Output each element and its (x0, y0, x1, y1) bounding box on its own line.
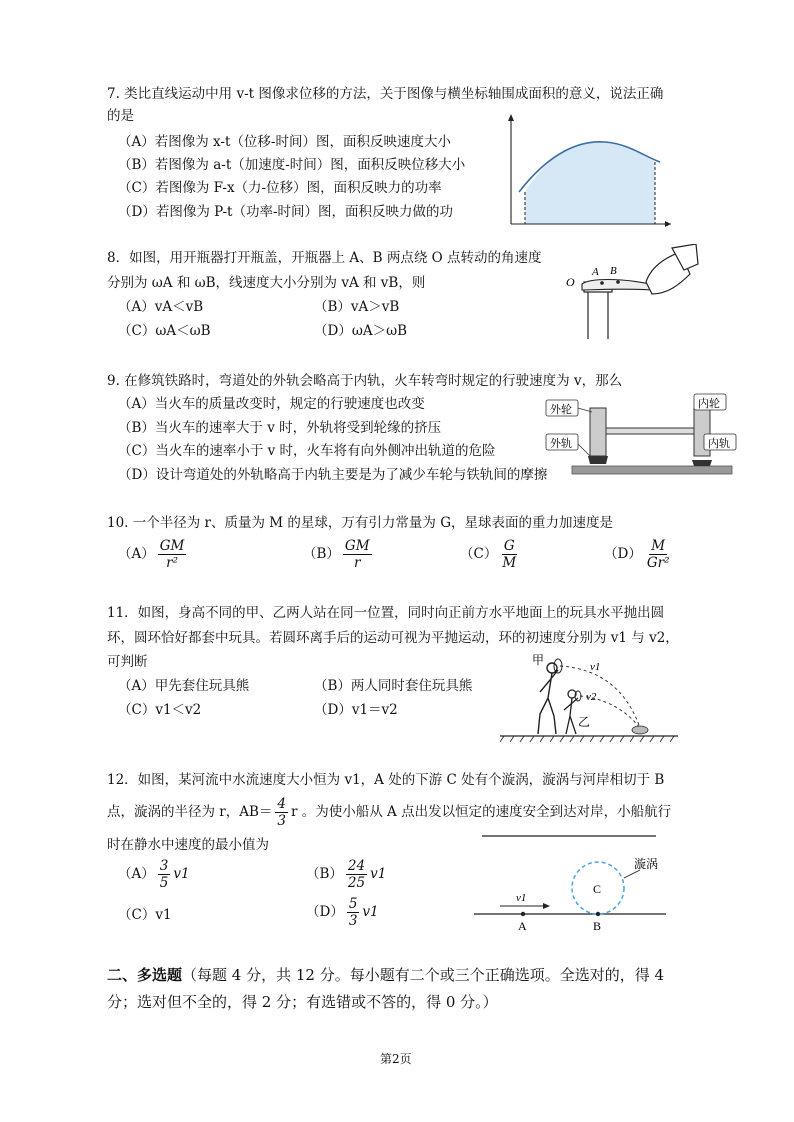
q12-option-d-num: 5 (348, 896, 358, 912)
q12-option-b-fraction (346, 858, 367, 891)
q10-option-d-num: M (651, 538, 666, 554)
q11-option-b: （B）两人同时套住玩具熊 (314, 678, 473, 694)
q12-stem-line3: 时在静水中速度的最小值为 (107, 837, 269, 853)
q10-option-d (604, 538, 674, 571)
q11-label-v1: v1 (590, 661, 601, 673)
q12-stem-fraction (275, 796, 288, 829)
q11-toy (632, 726, 648, 734)
q9-stem: 9. 在修筑铁路时，弯道处的外轨会略高于内轨，火车转弯时规定的行驶速度为 v，那么 (107, 373, 623, 389)
q9-outer-wheel-label: 外轮 (550, 403, 572, 416)
q12-option-c: （C）v1 (118, 907, 172, 923)
q8-option-c: （C）ωA＜ωB (118, 323, 211, 339)
q11-path-v1 (560, 666, 640, 728)
q8-label-b: B (610, 265, 617, 277)
q9-outer-rail-label: 外轨 (550, 437, 572, 450)
q11-option-c: （C）v1＜v2 (118, 702, 202, 718)
section2-title: 二、多选题 (107, 966, 183, 984)
q10-option-d-den: Gr² (646, 555, 670, 571)
q7-area-fill (525, 142, 655, 224)
q12-option-b (306, 858, 386, 891)
section2-line2: 分；选对但不全的，得 2 分；有选错或不答的，得 0 分。） (107, 993, 498, 1011)
q10-option-d-fraction (645, 538, 672, 571)
q12-figure (470, 826, 670, 936)
q9-inner-rail-shape (692, 460, 712, 466)
q9-inner-rail-label: 内轨 (708, 437, 730, 450)
q9-axle (606, 428, 694, 434)
q12-option-d-tail: v1 (362, 904, 379, 920)
q11-stem-line3: 可判断 (107, 654, 148, 670)
q12-option-a-tail: v1 (173, 866, 190, 882)
q12-stem-num: 4 (277, 796, 287, 812)
q8-point-a (600, 281, 604, 285)
q11-label-yi: 乙 (578, 715, 591, 729)
q9-option-a: （A）当火车的质量改变时，规定的行驶速度也改变 (118, 396, 425, 412)
q11-person-jia (538, 663, 558, 734)
q9-option-c: （C）当火车的速率小于 v 时，火车将有向外侧冲出轨道的危险 (118, 443, 496, 459)
q7-option-c: （C）若图像为 F-x（力-位移）图，面积反映力的功率 (118, 180, 442, 196)
q12-option-b-den: 25 (347, 875, 366, 891)
q10-option-d-label: （D） (604, 546, 642, 562)
q11-option-d: （D）v1＝v2 (314, 702, 398, 718)
q10-option-b-den: r (353, 555, 361, 571)
q10-option-a-label: （A） (118, 546, 155, 562)
q11-ground-hatch (500, 736, 674, 742)
q8-point-b (616, 280, 620, 284)
q12-option-a-fraction (158, 858, 171, 891)
q12-label-b: B (593, 919, 602, 933)
q12-option-b-num: 24 (347, 858, 366, 874)
q12-label-c: C (593, 882, 602, 896)
q8-stem-line1: 8．如图，用开瓶器打开瓶盖，开瓶器上 A、B 两点绕 O 点转动的角速度 (107, 250, 542, 266)
q10-stem: 10. 一个半径为 r、质量为 M 的星球，万有引力常量为 G，星球表面的重力加速度是 (107, 515, 613, 531)
q8-label-o: O (566, 275, 575, 289)
q12-option-b-tail: v1 (370, 866, 387, 882)
q10-option-c-den: M (502, 555, 517, 571)
q11-figure (500, 650, 680, 746)
q11-stem-line2: 环，圆环恰好都套中玩具。若圆环离手后的运动可视为平抛运动，环的初速度分别为 v1 与 v2， (107, 630, 679, 646)
q12-point-b (596, 912, 600, 916)
q8-bottle (588, 289, 608, 339)
q12-stem-line2a: 点，漩涡的半径为 r， (107, 804, 240, 820)
q10-option-c (460, 538, 521, 571)
q7-stem-line2: 的是 (107, 108, 134, 124)
q10-option-c-label: （C） (460, 546, 498, 562)
section2-line1 (107, 963, 664, 987)
q11-label-jia: 甲 (532, 653, 545, 667)
q10-option-c-num: G (503, 538, 515, 554)
q10-option-a-den: r² (166, 555, 178, 571)
q9-option-b: （B）当火车的速率大于 v 时，外轨将受到轮缘的挤压 (118, 420, 442, 436)
q11-label-v2: v2 (586, 691, 597, 703)
q12-whirlpool-pointer (624, 870, 640, 878)
q8-stem-line2: 分别为 ωA 和 ωB，线速度大小分别为 vA 和 vB，则 (107, 275, 426, 291)
q10-option-a-num: GM (159, 538, 185, 554)
q12-stem-line2-eq: AB＝ (239, 804, 273, 820)
q12-label-a: A (518, 919, 527, 933)
q10-option-b (303, 538, 375, 571)
q10-option-a-fraction (158, 538, 187, 571)
q11-person-yi (564, 690, 578, 734)
q8-option-b: （B）vA＞vB (314, 299, 400, 315)
q10-option-b-fraction (343, 538, 372, 571)
q11-option-a: （A）甲先套住玩具熊 (118, 678, 250, 694)
q7-option-d: （D）若图像为 P-t（功率-时间）图，面积反映力做的功 (118, 204, 454, 220)
q12-point-a (521, 912, 525, 916)
q8-option-a: （A）vA＜vB (118, 299, 204, 315)
q12-option-a-den: 5 (159, 875, 169, 891)
q8-label-a: A (592, 266, 599, 278)
q10-option-a (118, 538, 189, 571)
q9-outer-rail-shape (588, 456, 608, 464)
q12-option-d (306, 896, 379, 929)
q9-figure (540, 390, 740, 480)
q7-figure (505, 112, 675, 234)
q12-stem-line2b: r 。为使小船从 A 点出发以恒定的速度安全到达对岸，小船航行 (291, 804, 672, 820)
q9-ground (572, 466, 732, 474)
q12-option-a (118, 858, 190, 891)
q10-option-c-fraction (500, 538, 518, 571)
q7-x-arrow (665, 221, 671, 227)
q9-option-d: （D）设计弯道处的外轨略高于内轨主要是为了减少车轮与铁轨间的摩擦 (118, 467, 548, 483)
q12-whirlpool-label: 漩涡 (634, 857, 659, 871)
q12-flow-arrowhead (543, 903, 550, 909)
q9-outer-wheel-shape (590, 408, 606, 456)
q12-option-a-label: （A） (118, 866, 155, 882)
q8-option-d: （D）ωA＞ωB (314, 323, 408, 339)
q9-inner-wheel-label: 内轮 (698, 397, 720, 410)
q10-option-b-num: GM (344, 538, 370, 554)
q7-option-b: （B）若图像为 a-t（加速度-时间）图，面积反映位移大小 (118, 157, 466, 173)
q10-option-b-label: （B） (303, 546, 340, 562)
q12-label-v1: v1 (516, 892, 527, 904)
page-number: 第2页 (380, 1052, 412, 1066)
q7-y-arrow (508, 114, 514, 121)
q12-option-d-den: 3 (348, 913, 358, 929)
q8-figure (560, 244, 700, 344)
q12-option-b-label: （B） (306, 866, 343, 882)
q12-stem-line2 (107, 794, 671, 830)
q12-option-a-num: 3 (159, 858, 169, 874)
q12-stem-den: 3 (277, 813, 287, 829)
q7-option-a: （A）若图像为 x-t（位移-时间）图，面积反映速度大小 (118, 134, 451, 150)
section2-desc1: （每题 4 分，共 12 分。每小题有二个或三个正确选项。全选对的，得 4 (182, 966, 665, 984)
q7-stem-line1: 7. 类比直线运动中用 v-t 图像求位移的方法，关于图像与横坐标轴围成面积的意义，说法正确 (107, 86, 664, 102)
q12-option-d-label: （D） (306, 904, 344, 920)
q11-stem-line1: 11．如图，身高不同的甲、乙两人站在同一位置，同时向正前方水平地面上的玩具水平抛出圆 (107, 605, 665, 621)
q12-stem-line1: 12．如图，某河流中水流速度大小恒为 v1，A 处的下游 C 处有个漩涡，漩涡与河岸相切于 B (107, 772, 665, 788)
q9-outer-rail-pointer (578, 444, 590, 456)
q12-option-d-fraction (347, 896, 360, 929)
